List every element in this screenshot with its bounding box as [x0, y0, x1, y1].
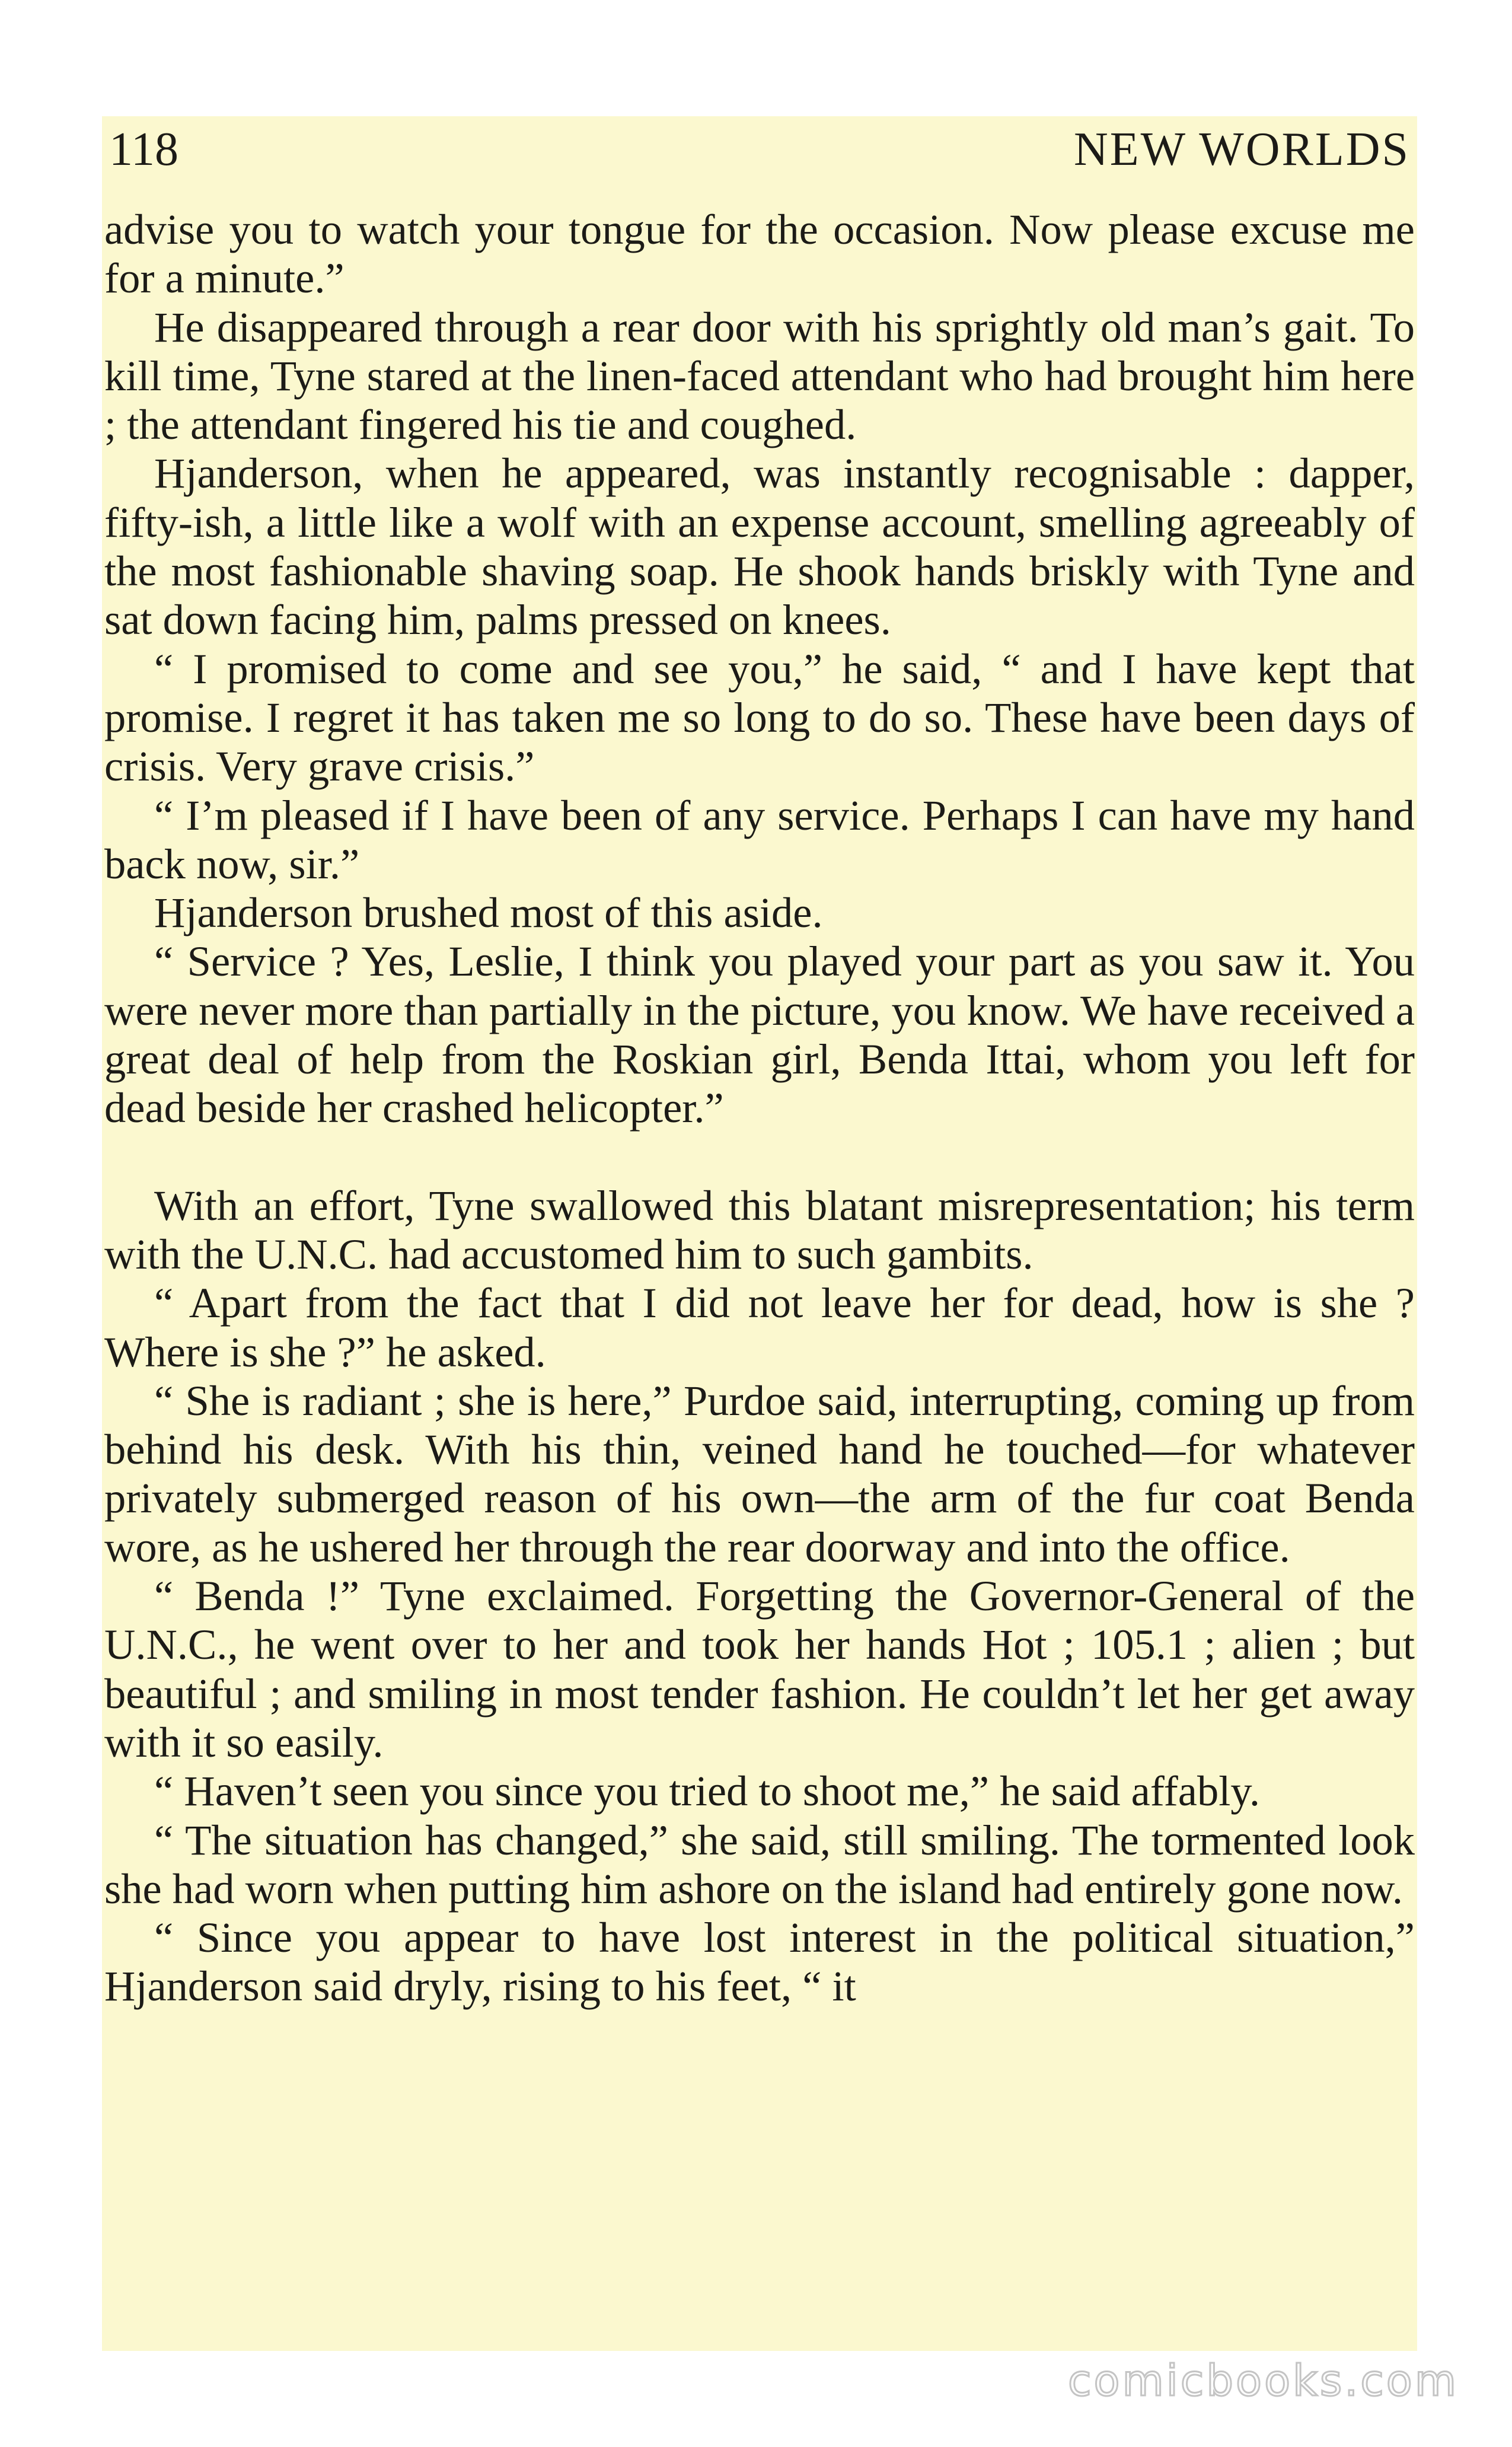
paragraph-continuation: advise you to watch your tongue for the occasion. Now please excuse me for a minute.”	[104, 205, 1415, 302]
paragraph: “ I promised to come and see you,” he said, “ and I have kept that promise. I regret it has taken me so long to do so. These have been days of crisis. Very grave crisis.”	[104, 644, 1415, 791]
paragraph: “ Since you appear to have lost interest in the political situation,” Hjanderson said dryly, rising to his feet, “ it	[104, 1913, 1415, 2011]
paragraph: “ She is radiant ; she is here,” Purdoe said, interrupting, coming up from behind his desk. With his thin, veined hand he touched—for whatever privately submerged reason of his own—the arm of the fur coat Benda wore, as he ushered her through the rear doorway and into the office.	[104, 1376, 1415, 1571]
paragraph: “ I’m pleased if I have been of any service. Perhaps I can have my hand back now, sir.”	[104, 791, 1415, 888]
running-head	[109, 121, 1410, 178]
paragraph: “ The situation has changed,” she said, still smiling. The tormented look she had worn when putting him ashore on the island had entirely gone now.	[104, 1815, 1415, 1913]
paragraph: He disappeared through a rear door with his sprightly old man’s gait. To kill time, Tyne stared at the linen-faced attendant who had brought him here ; the attendant fingered his tie and coughed.	[104, 302, 1415, 449]
journal-title: NEW WORLDS	[1073, 123, 1410, 176]
book-page	[102, 116, 1417, 2351]
paragraph-after-break: With an effort, Tyne swallowed this blatant misrepresentation; his term with the U.N.C. had accustomed him to such gambits.	[104, 1181, 1415, 1278]
paragraph: “ Apart from the fact that I did not leave her for dead, how is she ? Where is she ?” he asked.	[104, 1279, 1415, 1376]
paragraph: Hjanderson, when he appeared, was instantly recognisable : dapper, fifty-ish, a little like a wolf with an expense account, smelling agreeably of the most fashionable shaving soap. He shook hands briskly with Tyne and sat down facing him, palms pressed on knees.	[104, 449, 1415, 644]
paragraph: “ Benda !” Tyne exclaimed. Forgetting the Governor-General of the U.N.C., he went over to her and took her hands Hot ; 105.1 ; alien ; but beautiful ; and smiling in most tender fashion. He couldn’t let her get away with it so easily.	[104, 1572, 1415, 1766]
paragraph: “ Service ? Yes, Leslie, I think you played your part as you saw it. You were never more than partially in the picture, you know. We have received a great deal of help from the Roskian girl, Benda Ittai, whom you left for dead beside her crashed helicopter.”	[104, 937, 1415, 1132]
paragraph: Hjanderson brushed most of this aside.	[154, 888, 823, 937]
paragraph: “ Haven’t seen you since you tried to shoot me,” he said affably.	[154, 1767, 1260, 1815]
text-column	[104, 205, 1415, 2011]
watermark: comicbooks.com	[1067, 2356, 1459, 2405]
page-number: 118	[109, 123, 179, 176]
